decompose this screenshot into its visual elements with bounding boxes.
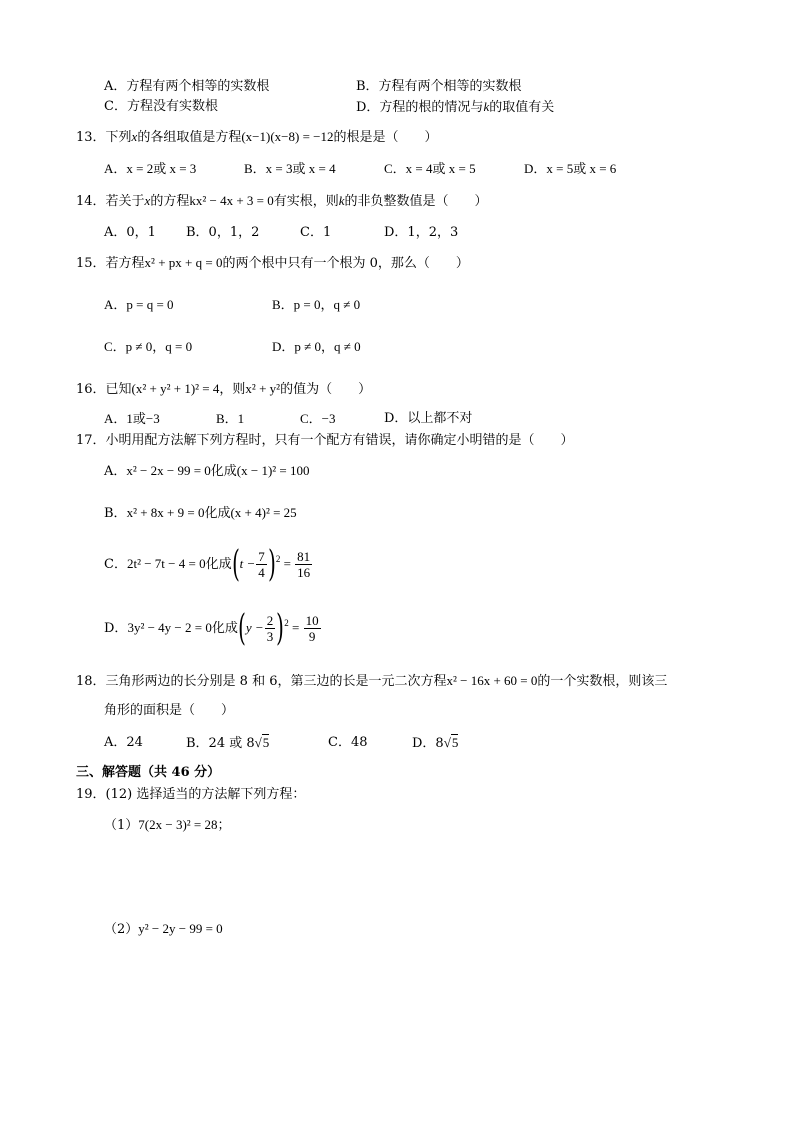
q18-option-b: B．24 或 8√5 bbox=[186, 735, 270, 751]
q17-option-d: D．3y² − 4y − 2 = 0化成(y − $\frac{2}{3}$ )$^2$ = $\frac{10}{9}$ bbox=[104, 607, 319, 649]
q15-option-a: A．p = q = 0 bbox=[104, 297, 174, 312]
q12-option-d: D．方程的根的情况与k的取值有关 bbox=[356, 99, 555, 115]
q16-equation: (x² + y² + 1)² = 4 bbox=[131, 381, 220, 396]
q17-option-b: B．x² + 8x + 9 = 0化成(x + 4)² = 25 bbox=[104, 505, 297, 521]
q13-equation: (x−1)(x−8) = −12 bbox=[241, 129, 334, 144]
q15-equation: x² + px + q = 0 bbox=[144, 255, 223, 270]
q17-option-a: A．x² − 2x − 99 = 0化成(x − 1)² = 100 bbox=[104, 463, 310, 479]
q12-option-c: C．方程没有实数根 bbox=[104, 99, 218, 114]
q18-equation: x² − 16x + 60 = 0 bbox=[446, 673, 538, 688]
q13-option-a: A．x = 2或 x = 3 bbox=[104, 161, 197, 176]
q14-option-a: A．0，1 bbox=[104, 225, 156, 240]
q19-part1: （1）7(2x − 3)² = 28； bbox=[104, 817, 231, 833]
q16-option-d: D．以上都不对 bbox=[384, 411, 473, 426]
q14-stem: 14．若关于x的方程kx² − 4x + 3 = 0有实根，则k的非负整数值是（ ） bbox=[76, 193, 488, 209]
q13-option-b: B．x = 3或 x = 4 bbox=[244, 161, 336, 176]
q14-option-c: C．1 bbox=[300, 225, 332, 240]
q18-option-a: A．24 bbox=[104, 735, 143, 750]
q19-part2: （2）y² − 2y − 99 = 0 bbox=[104, 921, 223, 937]
q17-option-c: C．2t² − 7t − 4 = 0化成(t − $\frac{7}{4}$ )$^2$ = $\frac{81}{16}$ bbox=[104, 543, 311, 585]
q16-option-c: C．−3 bbox=[300, 411, 336, 426]
q12-option-a: A．方程有两个相等的实数根 bbox=[104, 79, 270, 94]
q18-option-d: D．8√5 bbox=[412, 735, 459, 751]
q14-option-b: B．0，1，2 bbox=[186, 225, 260, 240]
q14-equation: kx² − 4x + 3 = 0 bbox=[189, 193, 274, 208]
q13-option-c: C．x = 4或 x = 5 bbox=[384, 161, 476, 176]
q17-stem: 17．小明用配方法解下列方程时，只有一个配方有错误，请你确定小明错的是（ ） bbox=[76, 433, 574, 448]
q13-option-d: D．x = 5或 x = 6 bbox=[524, 161, 617, 176]
q15-option-d: D．p ≠ 0，q ≠ 0 bbox=[272, 339, 361, 354]
q16-option-a: A．1或−3 bbox=[104, 411, 160, 426]
q16-stem: 16．已知(x² + y² + 1)² = 4，则x² + y²的值为（ ） bbox=[76, 381, 372, 397]
q18-stem-line1: 18．三角形两边的长分别是 8 和 6，第三边的长是一元二次方程x² − 16x + 60 = 0的一个实数根，则该三 bbox=[76, 673, 668, 689]
q15-option-c: C．p ≠ 0，q = 0 bbox=[104, 339, 193, 354]
q15-option-b: B．p = 0，q ≠ 0 bbox=[272, 297, 361, 312]
q16-option-b: B．1 bbox=[216, 411, 245, 426]
q15-stem: 15．若方程x² + px + q = 0的两个根中只有一个根为 0，那么（ ） bbox=[76, 255, 469, 271]
q14-option-d: D．1，2，3 bbox=[384, 225, 459, 240]
section3-title: 三、解答题（共 46 分） bbox=[76, 765, 221, 780]
q13-stem: 13．下列x的各组取值是方程(x−1)(x−8) = −12的根是是（ ） bbox=[76, 129, 438, 145]
q19-stem: 19．(12) 选择适当的方法解下列方程： bbox=[76, 787, 306, 802]
q18-option-c: C．48 bbox=[328, 735, 368, 750]
q12-option-b: B．方程有两个相等的实数根 bbox=[356, 79, 522, 94]
q18-stem-line2: 角形的面积是（ ） bbox=[104, 703, 235, 718]
